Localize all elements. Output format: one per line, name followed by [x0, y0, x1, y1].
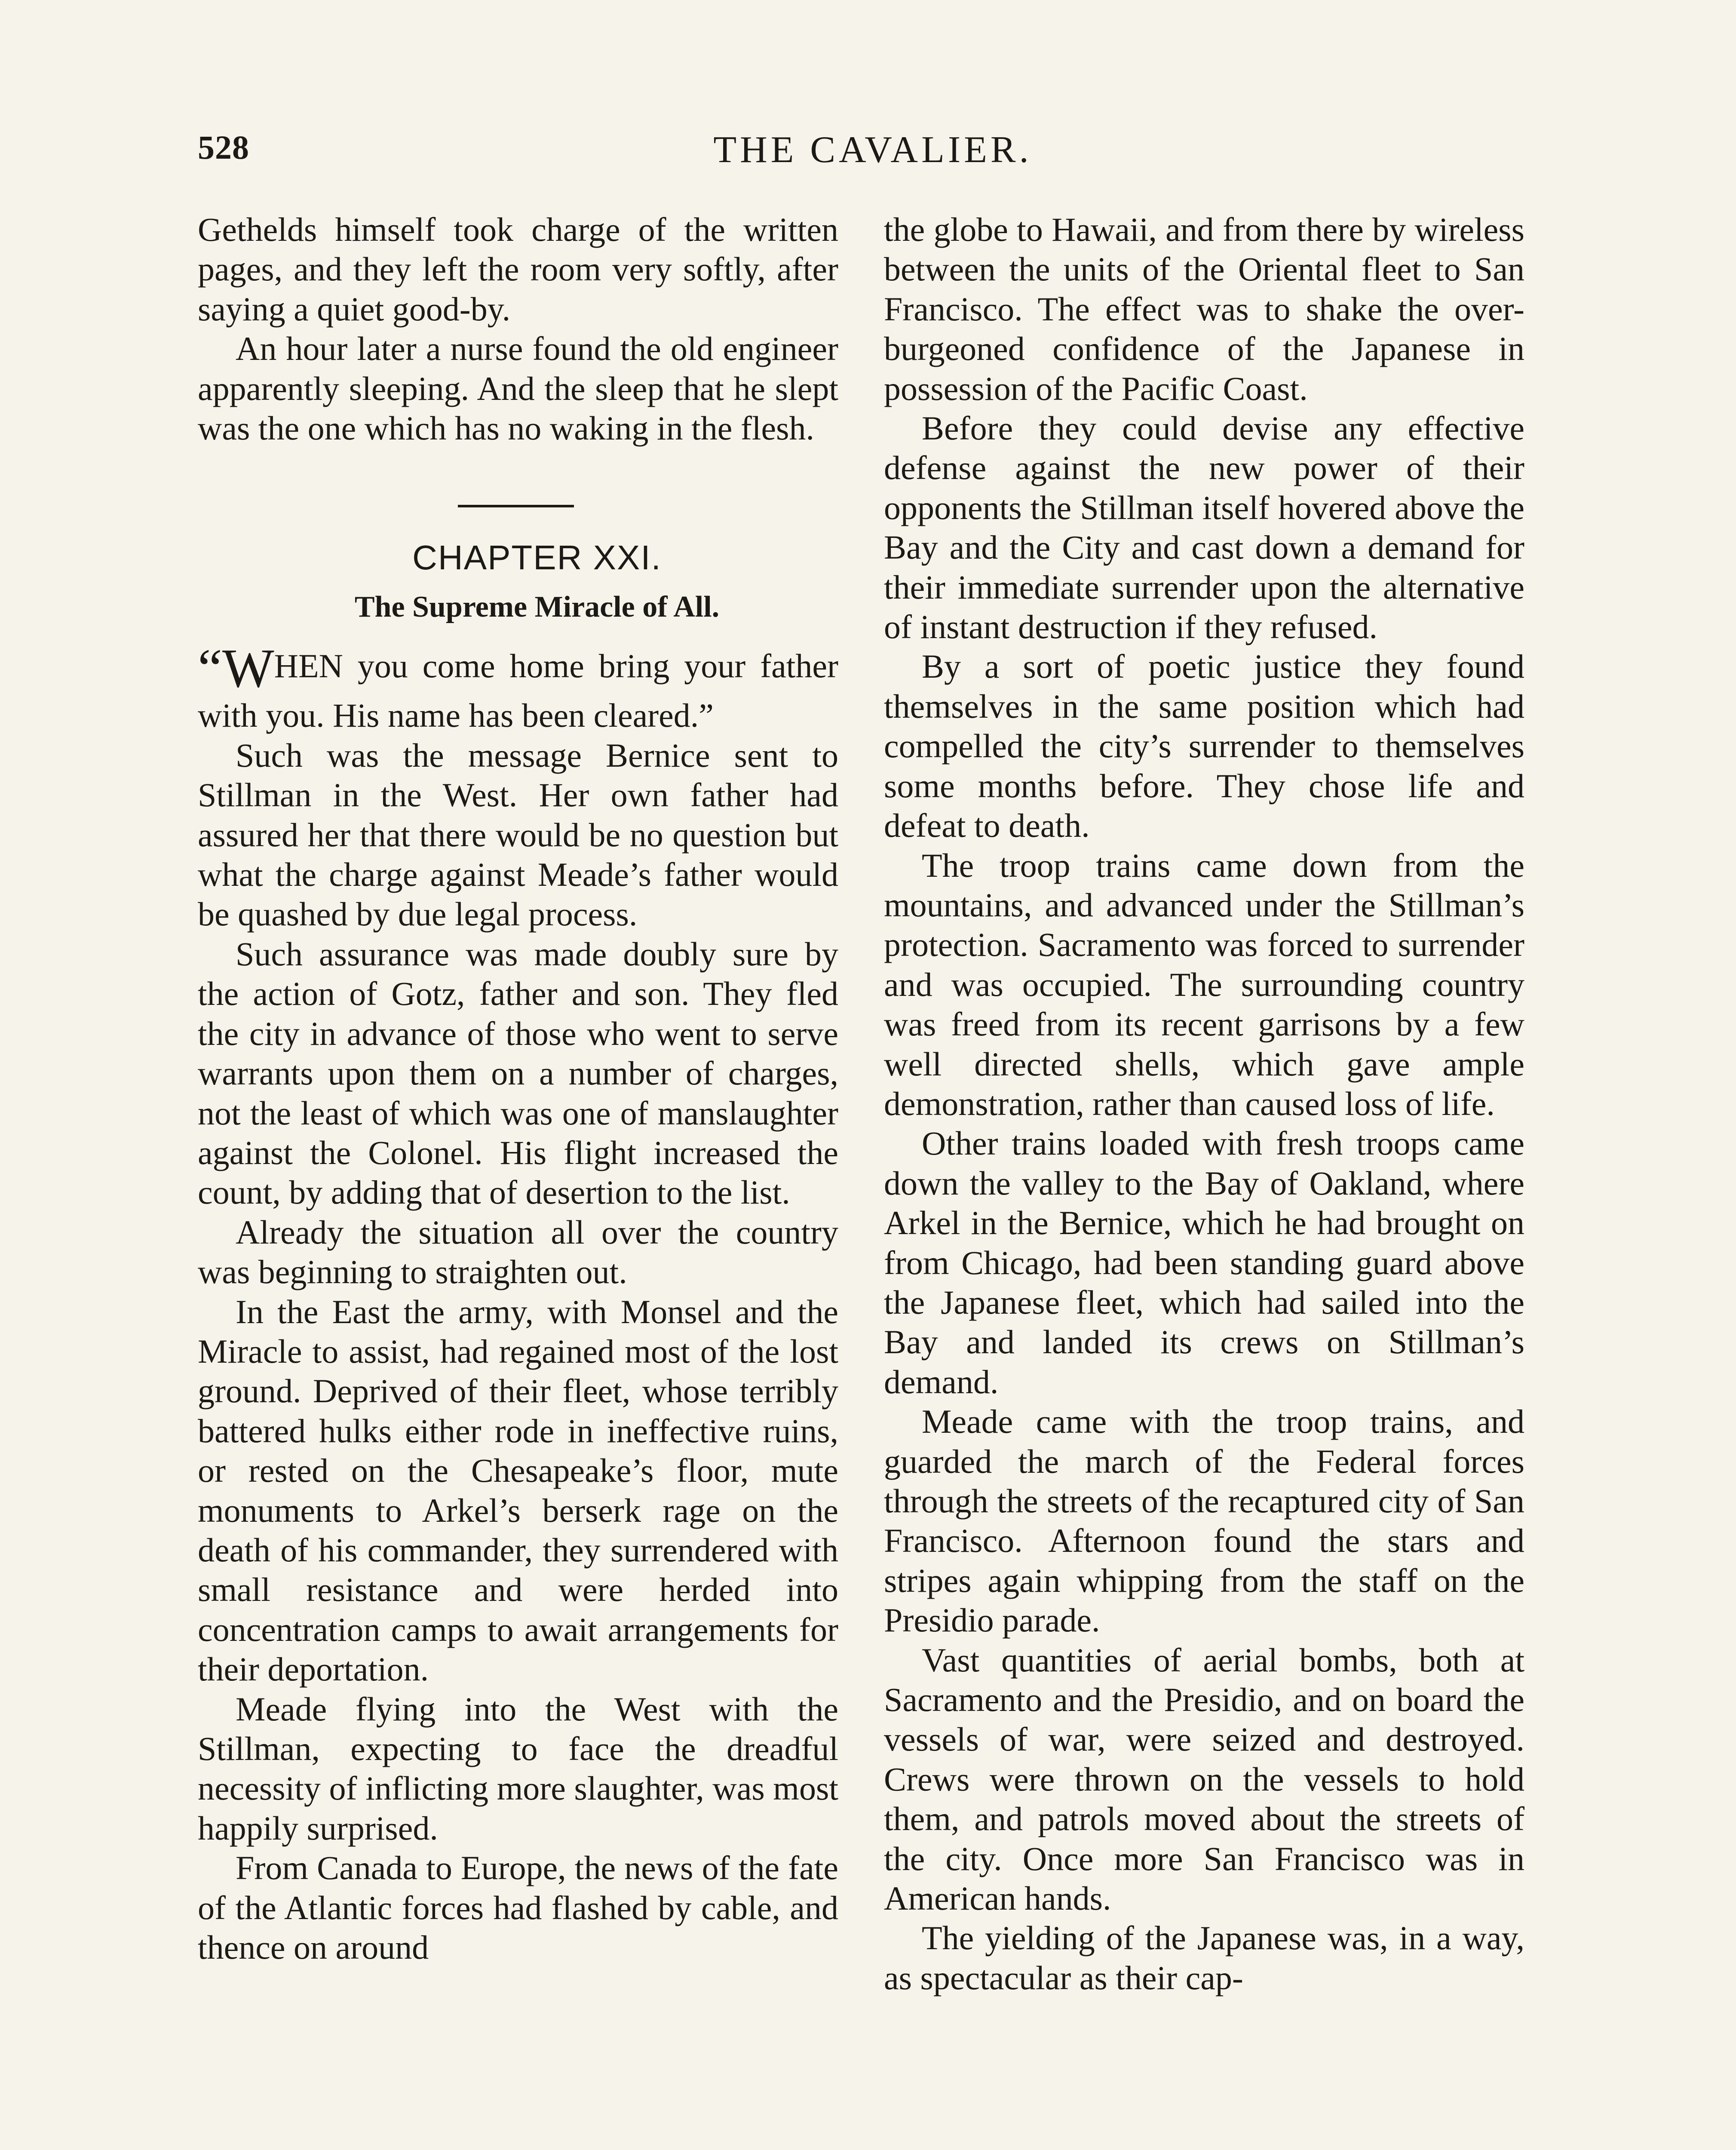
- right-column: [884, 210, 1524, 1998]
- paragraph: From Canada to Europe, the news of the fate of the Atlantic forces had flashed by cable, and thence on around: [198, 1849, 838, 1966]
- paragraph: Such assurance was made doubly sure by the action of Gotz, father and son. They fled the city in advance of those who went to serve warrants upon them on a number of charges, not the least of which was one of manslaughter against the Colonel. His flight increased the count, by adding that of desertion to the list.: [198, 935, 838, 1211]
- paragraph: Gethelds himself took charge of the written pages, and they left the room very softly, after saying a quiet good-by.: [198, 211, 838, 328]
- paragraph: the globe to Hawaii, and from there by wireless between the units of the Oriental fleet to San Francisco. The effect was to shake the over-burgeoned confidence of the Japanese in possession of the Pacific Coast.: [884, 211, 1524, 407]
- paragraph: Already the situation all over the country was beginning to straighten out.: [198, 1213, 838, 1291]
- paragraph: Meade came with the troop trains, and guarded the march of the Federal forces through the streets of the recaptured city of San Francisco. Afternoon found the stars and stripes again whipping from the staff on the Presidio parade.: [884, 1403, 1524, 1639]
- paragraph: Meade flying into the West with the Stillman, expecting to face the dreadful necessity of inflicting more slaughter, was most happily surprised.: [198, 1690, 838, 1847]
- section-divider: [458, 505, 574, 507]
- paragraph: By a sort of poetic justice they found themselves in the same position which had compelled the city’s surrender to themselves some months before. They chose life and defeat to death.: [884, 648, 1524, 845]
- left-column: [198, 210, 838, 1967]
- paragraph: Such was the message Bernice sent to Stillman in the West. Her own father had assured her that there would be no question but what the charge against Meade’s father would be quashed by due legal process.: [198, 736, 838, 933]
- paragraph: Other trains loaded with fresh troops came down the valley to the Bay of Oakland, where Arkel in the Bernice, which he had brought on from Chicago, had been standing guard above the Japanese fleet, which had sailed into the Bay and landed its crews on Stillman’s demand.: [884, 1124, 1524, 1401]
- paragraph: Before they could devise any effective defense against the new power of their opponents the Stillman itself hovered above the Bay and the City and cast down a demand for their immediate surrender upon the alternative of instant destruction if they refused.: [884, 409, 1524, 646]
- chapter-subtitle: The Supreme Miracle of All.: [354, 590, 720, 624]
- section-divider-wrap: [198, 448, 838, 534]
- drop-cap: “W: [198, 638, 274, 699]
- paragraph: The troop trains came down from the mountains, and advanced under the Stillman’s protection. Sacramento was forced to surrender and was occupied. The surrounding country was freed from its recent garrisons by a few well directed shells, which gave ample demonstration, rather than caused loss of life.: [884, 846, 1524, 1122]
- paragraph: An hour later a nurse found the old engineer apparently sleeping. And the sleep that he slept was the one which has no waking in the flesh.: [198, 330, 838, 447]
- opening-paragraph: [198, 638, 838, 735]
- running-title: THE CAVALIER.: [713, 129, 1032, 171]
- paragraph: The yielding of the Japanese was, in a way, as spectacular as their cap-: [884, 1919, 1524, 1996]
- paragraph: Vast quantities of aerial bombs, both at Sacramento and the Presidio, and on board the vessels of war, were seized and destroyed. Crews were thrown on the vessels to hold them, and patrols moved about the streets of the city. Once more San Francisco was in American hands.: [884, 1641, 1524, 1917]
- paragraph: In the East the army, with Monsel and the Miracle to assist, had regained most of the lost ground. Deprived of their fleet, whose terribly battered hulks either rode in ineffective ruins, or rested on the Chesapeake’s floor, mute monuments to Arkel’s berserk rage on the death of his commander, they surrendered with small resistance and were herded into concentration camps to await arrangements for their deportation.: [198, 1293, 838, 1688]
- page-number: 528: [198, 129, 249, 166]
- chapter-heading: CHAPTER XXI.: [412, 538, 662, 577]
- opening-paragraph-text: HEN you come home bring your father with you. His name has been cleared.”: [198, 647, 838, 734]
